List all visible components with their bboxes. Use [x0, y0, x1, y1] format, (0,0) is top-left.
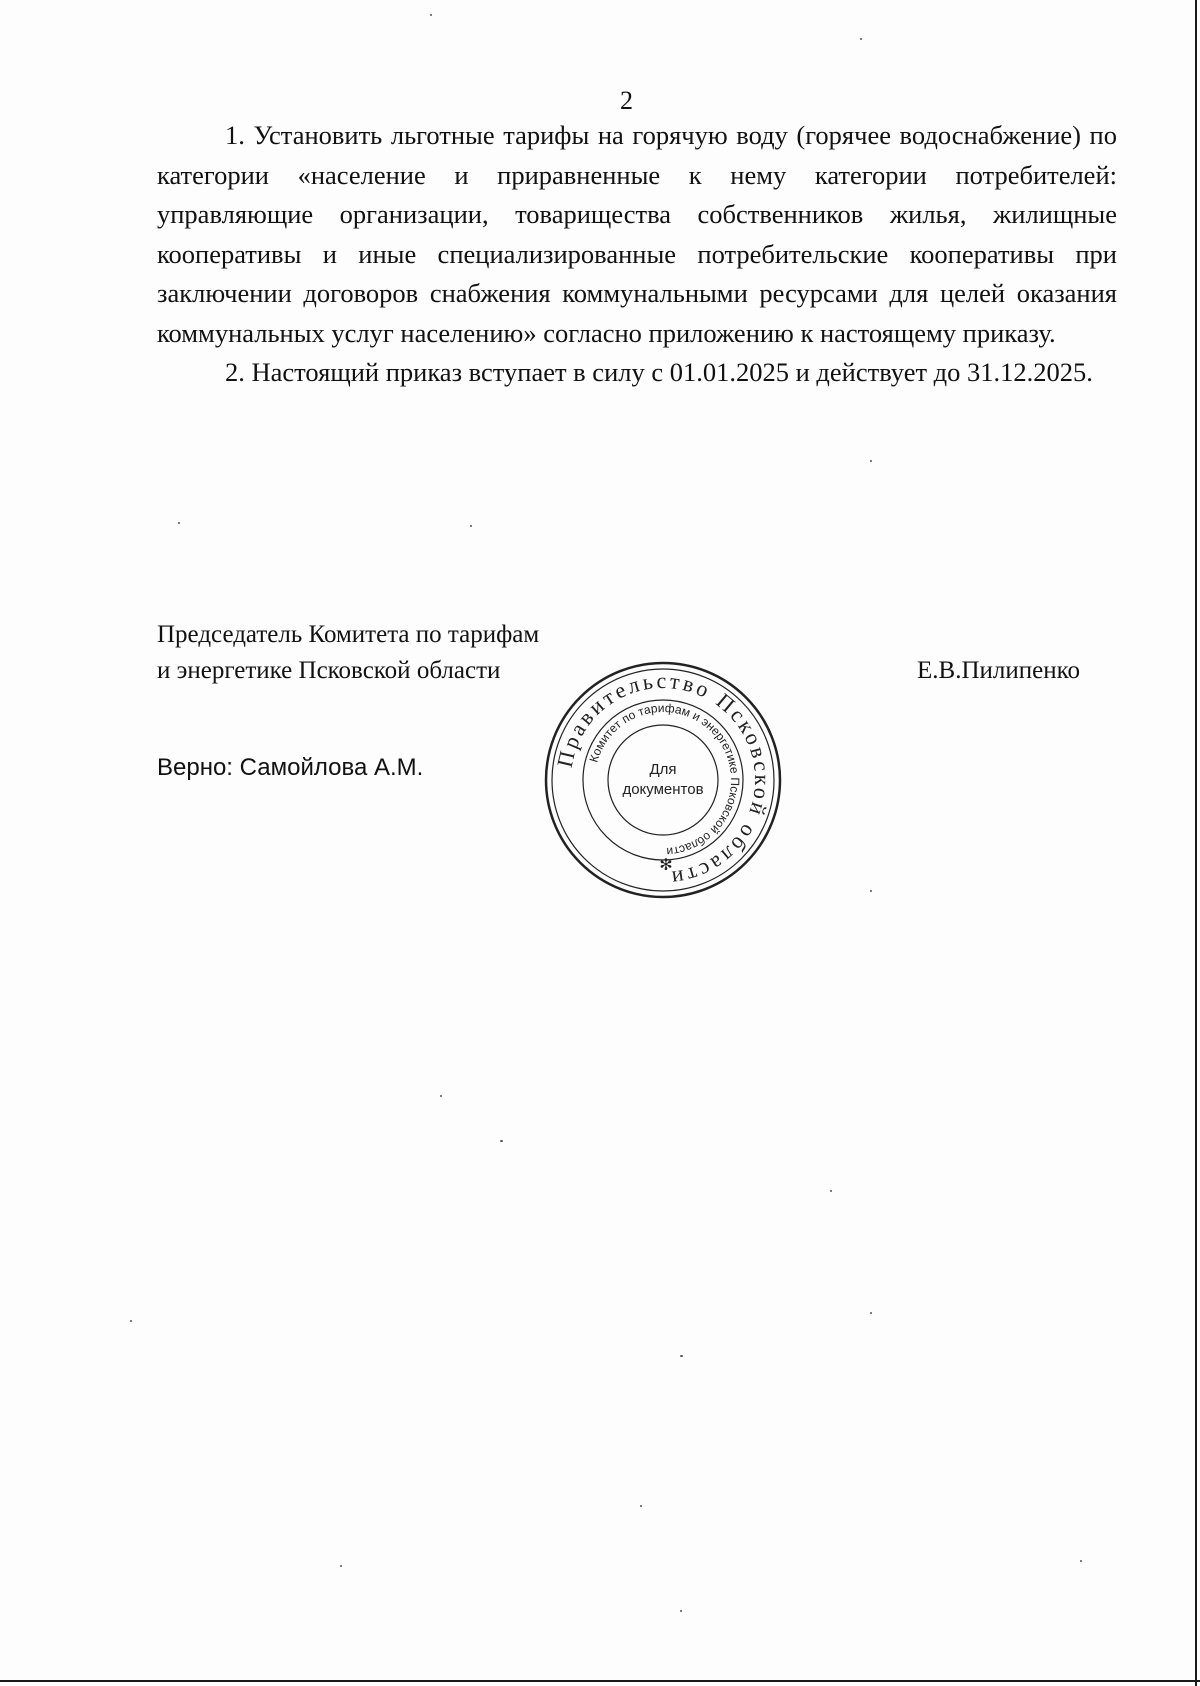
- scan-speck: [440, 1095, 442, 1097]
- scan-speck: [830, 1190, 832, 1192]
- page-border-right: [1195, 0, 1197, 1686]
- scan-speck: [680, 1610, 682, 1612]
- seal-inner-text: Комитет по тарифам и энергетике Псковской области: [586, 700, 743, 859]
- scan-speck: [130, 1320, 132, 1322]
- scan-speck: [500, 1140, 503, 1142]
- scan-speck: [870, 890, 872, 892]
- seal-outer-text: Правительство Псковской области: [551, 667, 776, 892]
- signatory-position-line-1: Председатель Комитета по тарифам: [157, 621, 540, 648]
- scan-speck: [430, 14, 432, 16]
- scan-speck: [340, 1565, 342, 1567]
- page-number: 2: [620, 86, 633, 115]
- page-border-bottom: [0, 1680, 1200, 1682]
- verified-by: Верно: Самойлова А.М.: [157, 754, 424, 781]
- scan-speck: [1080, 1560, 1082, 1562]
- scan-speck: [680, 1355, 683, 1357]
- seal-star-icon: ✻: [659, 855, 673, 874]
- signatory-name: Е.В.Пилипенко: [917, 657, 1080, 684]
- scan-speck: [178, 522, 180, 524]
- scan-speck: [640, 1505, 642, 1507]
- official-seal-stamp: [543, 660, 783, 900]
- signatory-position-line-2: и энергетике Псковской области: [157, 657, 501, 684]
- seal-center-line-2: документов: [622, 781, 704, 798]
- paragraph-1: 1. Установить льготные тарифы на горячую воду (горячее водоснабжение) по категории «население и приравненные к нему категории потребителей: управляющие организации, товарищества собственников жилья, жилищные кооперативы и иные специализированные потребительские кооперативы при заключении договоров снабжения коммунальными ресурсами для целей оказания коммунальных услуг населению» согласно приложению к настоящему приказу.: [157, 120, 1117, 348]
- paragraph-2: 2. Настоящий приказ вступает в силу с 01.01.2025 и действует до 31.12.2025.: [225, 357, 1093, 387]
- scan-speck: [470, 525, 472, 527]
- scan-speck: [870, 1312, 872, 1314]
- scan-speck: [860, 38, 862, 40]
- scan-speck: [870, 460, 872, 462]
- seal-center-line-1: Для: [649, 761, 677, 778]
- signatory-position: [157, 617, 539, 689]
- order-body: [157, 116, 1117, 393]
